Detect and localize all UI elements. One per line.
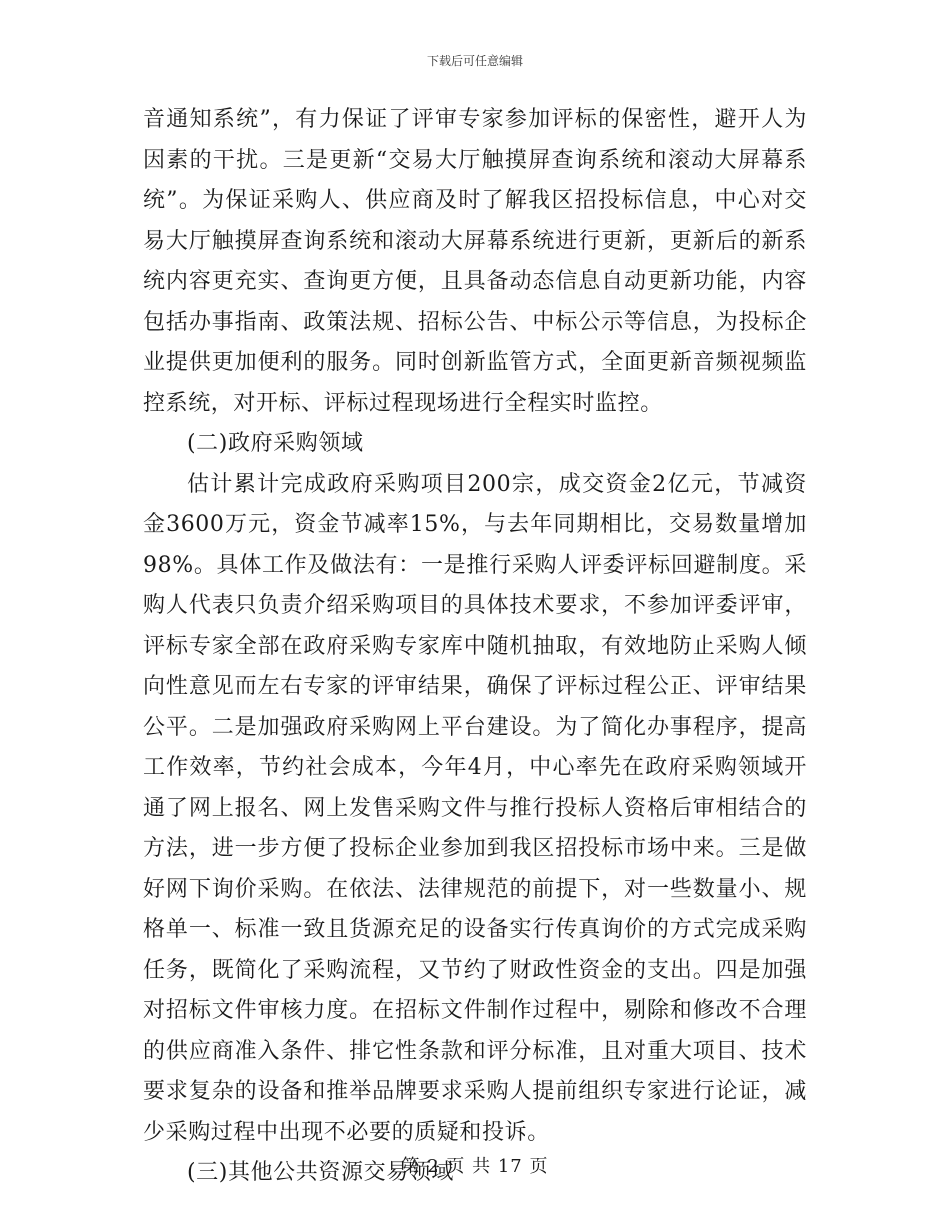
section-heading-government-procurement: (二)政府采购领域 [187,431,364,456]
page-number-footer: 第 2 页 共 17 页 [401,1156,549,1177]
section-heading-other-public-resources: (三)其他公共资源交易领域 [187,1160,454,1185]
paragraph-continuation: 音通知系统”，有力保证了评审专家参加评标的保密性，避开人为因素的干扰。三是更新“交易大厅触摸屏查询系统和滚动大屏幕系统”。为保证采购人、供应商及时了解我区招投标信息，中心对交易大厅触摸屏查询系统和滚动大屏幕系统进行更新，更新后的新系统内容更充实、查询更方便，且具备动态信息自动更新功能，内容包括办事指南、政策法规、招标公告、中标公示等信息，为投标企业提供更加便利的服务。同时创新监管方式，全面更新音频视频监控系统，对开标、评标过程现场进行全程实时监控。 [143,107,807,416]
paragraph-government-procurement: 估计累计完成政府采购项目200宗，成交资金2亿元，节减资金3600万元，资金节减率15%，与去年同期相比，交易数量增加98%。具体工作及做法有：一是推行采购人评委评标回避制度。采购人代表只负责介绍采购项目的具体技术要求，不参加评委评审，评标专家全部在政府采购专家库中随机抽取，有效地防止采购人倾向性意见而左右专家的评审结果，确保了评标过程公正、评审结果公平。二是加强政府采购网上平台建设。为了简化办事程序，提高工作效率，节约社会成本，今年4月，中心率先在政府采购领域开通了网上报名、网上发售采购文件与推行投标人资格后审相结合的方法，进一步方便了投标企业参加到我区招投标市场中来。三是做好网下询价采购。在依法、法律规范的前提下，对一些数量小、规格单一、标准一致且货源充足的设备实行传真询价的方式完成采购任务，既简化了采购流程，又节约了财政性资金的支出。四是加强对招标文件审核力度。在招标文件制作过程中，剔除和修改不合理的供应商准入条件、排它性条款和评分标准，且对重大项目、技术要求复杂的设备和推举品牌要求采购人提前组织专家进行论证，减少采购过程中出现不必要的质疑和投诉。 [143,471,807,1145]
document-body [143,100,807,1194]
page-header: 下载后可任意编辑 [426,54,523,68]
